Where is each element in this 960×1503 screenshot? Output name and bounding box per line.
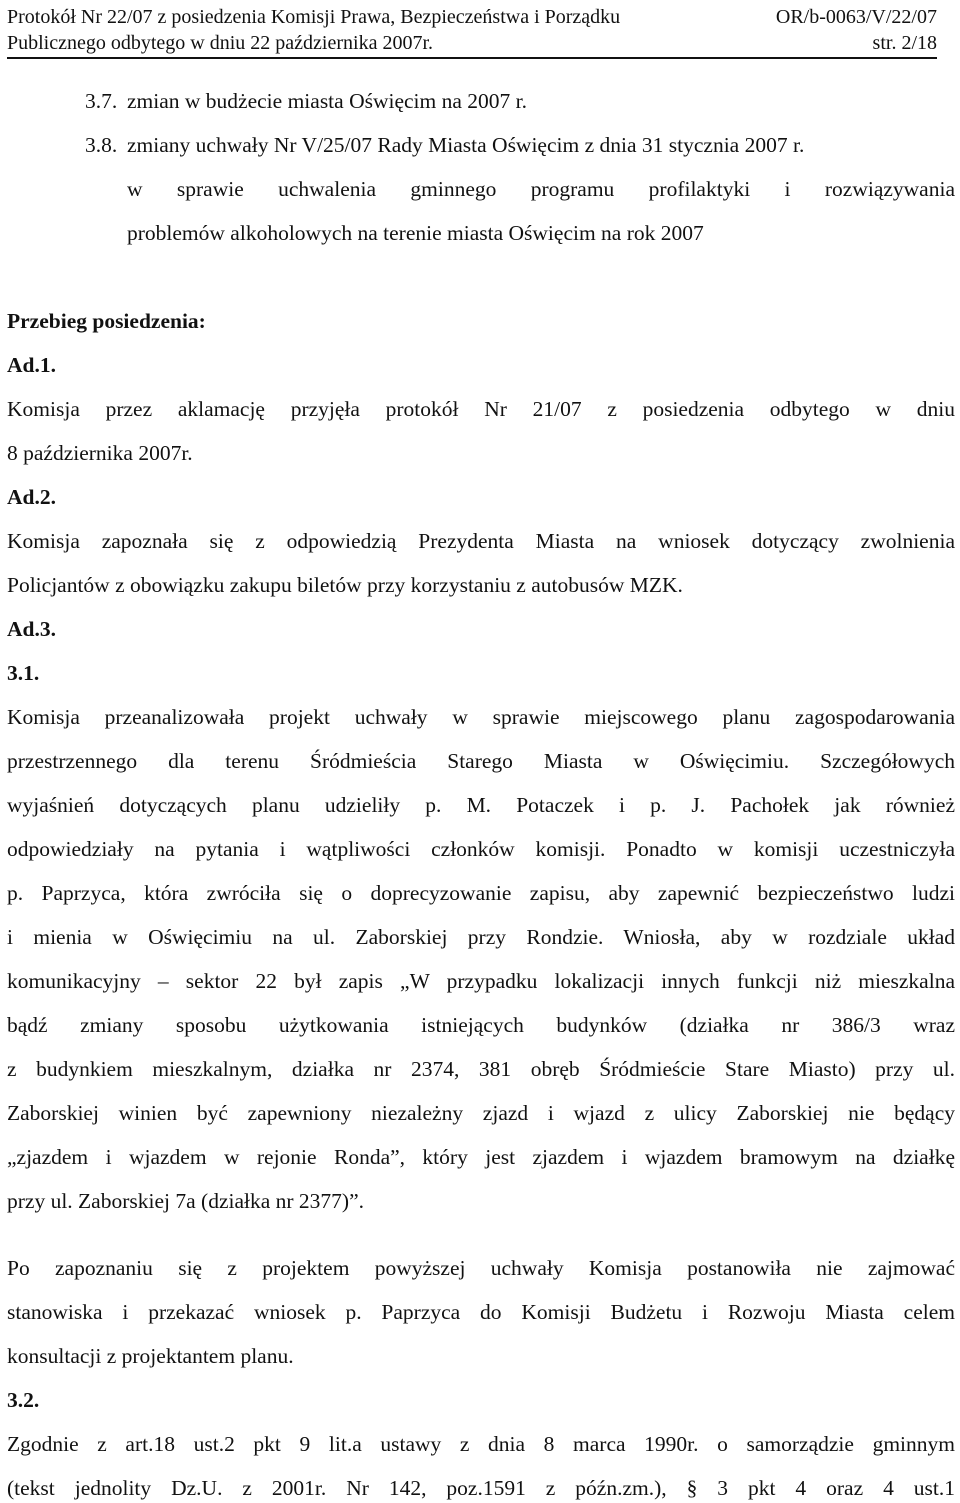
document-header bbox=[7, 4, 937, 56]
ad1-heading: Ad.1. bbox=[7, 353, 56, 377]
ad3-sub1-text-line: i mienia w Oświęcimiu na ul. Zaborskiej przy Rondzie. Wniosła, aby w rozdziale układ bbox=[7, 925, 955, 949]
ad3-sub1-heading: 3.1. bbox=[7, 661, 40, 685]
ad1-text-line: 8 października 2007r. bbox=[7, 441, 193, 465]
ad3-sub1-text-line: Komisja przeanalizowała projekt uchwały w sprawie miejscowego planu zagospodarowania bbox=[7, 705, 955, 729]
ad3-sub2-heading: 3.2. bbox=[7, 1388, 40, 1412]
ad3-sub1-text-line: komunikacyjny – sektor 22 był zapis „W przypadku lokalizacji innych funkcji niż mieszkalna bbox=[7, 969, 955, 993]
ad3-sub1-text-line: p. Paprzyca, która zwróciła się o doprecyzowanie zapisu, aby zapewnić bezpieczeństwo ludzi bbox=[7, 881, 955, 905]
ad3-sub1-text-line: przy ul. Zaborskiej 7a (działka nr 2377)”. bbox=[7, 1189, 365, 1213]
ad3-sub1-conclusion-line: stanowiska i przekazać wniosek p. Paprzyca do Komisji Budżetu i Rozwoju Miasta celem bbox=[7, 1300, 955, 1324]
agenda-item-number: 3.7. bbox=[85, 89, 118, 113]
ad3-sub1-text-line: wyjaśnień dotyczących planu udzieliły p. M. Potaczek i p. J. Pachołek jak również bbox=[7, 793, 955, 817]
ad3-sub1-text-line: bądź zmiany sposobu użytkowania istniejących budynków (działka nr 386/3 wraz bbox=[7, 1013, 955, 1037]
header-row-1 bbox=[7, 4, 937, 30]
agenda-item-number: 3.8. bbox=[85, 133, 118, 157]
agenda-item-continuation: w sprawie uchwalenia gminnego programu profilaktyki i rozwiązywania bbox=[127, 177, 955, 201]
ad2-heading: Ad.2. bbox=[7, 485, 56, 509]
agenda-item-text: zmiany uchwały Nr V/25/07 Rady Miasta Oświęcim z dnia 31 stycznia 2007 r. bbox=[127, 133, 805, 157]
ad3-sub1-text-line: Zaborskiej winien być zapewniony niezależny zjazd i wjazd z ulicy Zaborskiej nie będący bbox=[7, 1101, 955, 1125]
ad3-sub1-conclusion-line: konsultacji z projektantem planu. bbox=[7, 1344, 294, 1368]
agenda-item-3-7 bbox=[85, 87, 527, 115]
section-title: Przebieg posiedzenia: bbox=[7, 309, 206, 333]
ad2-text-line: Komisja zapoznała się z odpowiedzią Prezydenta Miasta na wniosek dotyczący zwolnienia bbox=[7, 529, 955, 553]
ad2-text-line: Policjantów z obowiązku zakupu biletów przy korzystaniu z autobusów MZK. bbox=[7, 573, 683, 597]
ad3-sub1-text-line: odpowiedziały na pytania i wątpliwości członków komisji. Ponadto w komisji uczestniczyła bbox=[7, 837, 955, 861]
ad3-sub1-text-line: z budynkiem mieszkalnym, działka nr 2374, 381 obręb Śródmieście Stare Miasto) przy ul. bbox=[7, 1057, 955, 1081]
header-row-2 bbox=[7, 30, 937, 56]
header-page-number: str. 2/18 bbox=[872, 32, 937, 54]
ad1-text-line: Komisja przez aklamację przyjęła protokół Nr 21/07 z posiedzenia odbytego w dniu bbox=[7, 397, 955, 421]
ad3-sub2-text-line: (tekst jednolity Dz.U. z 2001r. Nr 142, poz.1591 z późn.zm.), § 3 pkt 4 oraz 4 ust.1 bbox=[7, 1476, 955, 1500]
agenda-item-3-8 bbox=[85, 131, 804, 159]
ad3-sub1-conclusion-line: Po zapoznaniu się z projektem powyższej uchwały Komisja postanowiła nie zajmować bbox=[7, 1256, 955, 1280]
ad3-heading: Ad.3. bbox=[7, 617, 56, 641]
ad3-sub1-text-line: przestrzennego dla terenu Śródmieścia Starego Miasta w Oświęcimiu. Szczegółowych bbox=[7, 749, 955, 773]
header-subtitle: Publicznego odbytego w dniu 22 października 2007r. bbox=[7, 32, 434, 54]
ad3-sub2-text-line: Zgodnie z art.18 ust.2 pkt 9 lit.a ustawy z dnia 8 marca 1990r. o samorządzie gminnym bbox=[7, 1432, 955, 1456]
ad3-sub1-text-line: „zjazdem i wjazdem w rejonie Ronda”, który jest zjazdem i wjazdem bramowym na działkę bbox=[7, 1145, 955, 1169]
header-reference: OR/b-0063/V/22/07 bbox=[775, 6, 937, 28]
agenda-item-text: zmian w budżecie miasta Oświęcim na 2007 r. bbox=[127, 89, 528, 113]
header-title: Protokół Nr 22/07 z posiedzenia Komisji Prawa, Bezpieczeństwa i Porządku bbox=[7, 6, 621, 28]
agenda-item-continuation: problemów alkoholowych na terenie miasta Oświęcim na rok 2007 bbox=[127, 221, 704, 245]
header-divider bbox=[7, 57, 937, 59]
